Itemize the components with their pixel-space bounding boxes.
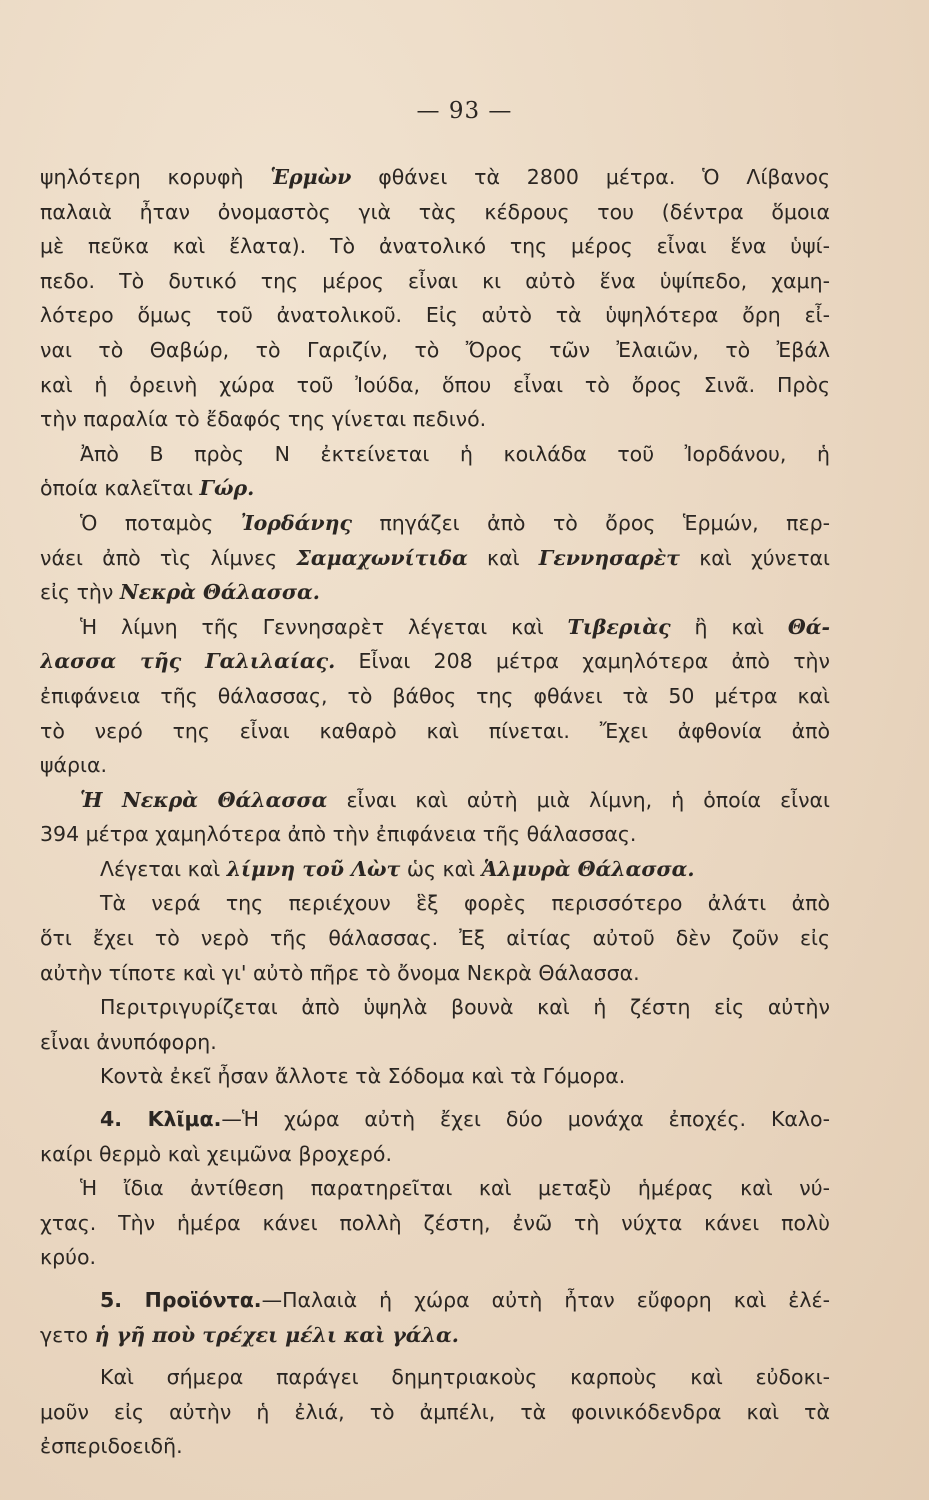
text-run: Ὁ ποταμὸς bbox=[80, 510, 241, 535]
text-run: Ἀπὸ Β πρὸς Ν ἐκτείνεται ἡ κοιλάδα τοῦ Ἰορδάνου, ἡ bbox=[80, 441, 830, 466]
text-run: ἐπιφάνεια τῆς θάλασσας, τὸ βάθος της φθάνει τὰ 50 μέτρα καὶ bbox=[40, 683, 830, 708]
text-line bbox=[40, 817, 830, 852]
text-run: νάει ἀπὸ τὶς λίμνες bbox=[40, 545, 297, 570]
emphasized-term: Γεννησαρὲτ bbox=[538, 545, 680, 570]
text-run: Ἡ ἴδια ἀντίθεση παρατηρεῖται καὶ μεταξὺ ἡμέρας καὶ νύ- bbox=[80, 1176, 830, 1201]
text-run: ἐσπεριδοειδῆ. bbox=[40, 1434, 183, 1459]
text-line bbox=[40, 679, 830, 714]
text-line bbox=[40, 160, 830, 195]
text-line bbox=[40, 541, 830, 576]
paragraph-gap bbox=[40, 1352, 830, 1360]
text-line bbox=[40, 1059, 830, 1094]
text-run: Εἶναι 208 μέτρα χαμηλότερα ἀπὸ τὴν bbox=[335, 649, 830, 674]
text-line bbox=[40, 1102, 830, 1137]
text-line bbox=[40, 333, 830, 368]
text-line bbox=[40, 852, 830, 887]
text-line bbox=[40, 229, 830, 264]
emphasized-term: Θά- bbox=[787, 614, 830, 639]
body-text bbox=[40, 160, 830, 1464]
text-run: χτας. Τὴν ἡμέρα κάνει πολλὴ ζέστη, ἐνῶ τὴ νύχτα κάνει πολὺ bbox=[40, 1210, 830, 1235]
text-run: ναι τὸ Θαβώρ, τὸ Γαριζίν, τὸ Ὄρος τῶν Ἐλαιῶν, τὸ Ἐβάλ bbox=[40, 337, 830, 362]
text-run: —Παλαιὰ ἡ χώρα αὐτὴ ἦταν εὔφορη καὶ ἐλέ- bbox=[261, 1288, 830, 1312]
text-run: πεδο. Τὸ δυτικό της μέρος εἶναι κι αὐτὸ ἕνα ὑψίπεδο, χαμη- bbox=[40, 268, 830, 293]
text-line bbox=[40, 1240, 830, 1275]
text-run: Ἡ λίμνη τῆς Γεννησαρὲτ λέγεται καὶ bbox=[80, 614, 568, 639]
text-line bbox=[40, 748, 830, 783]
text-line bbox=[40, 298, 830, 333]
text-line bbox=[40, 956, 830, 991]
text-line bbox=[40, 264, 830, 299]
text-line bbox=[40, 437, 830, 472]
text-line bbox=[40, 471, 830, 506]
text-line bbox=[40, 1025, 830, 1060]
text-line bbox=[40, 1395, 830, 1430]
emphasized-term: Σαμαχωνίτιδα bbox=[296, 545, 468, 570]
paragraph-gap bbox=[40, 1094, 830, 1102]
emphasized-term: Γώρ. bbox=[199, 476, 255, 501]
text-run: ψάρια. bbox=[40, 753, 108, 778]
text-run: γετο bbox=[40, 1322, 95, 1347]
emphasized-term: Νεκρὰ Θάλασσα. bbox=[119, 580, 320, 605]
text-line bbox=[40, 1429, 830, 1464]
text-run: ἢ καὶ bbox=[670, 614, 788, 639]
text-line bbox=[40, 402, 830, 437]
section-heading: 5. Προϊόντα. bbox=[100, 1288, 262, 1312]
text-line bbox=[40, 1171, 830, 1206]
text-run: κρύο. bbox=[40, 1245, 97, 1270]
text-line bbox=[40, 1318, 830, 1353]
text-run: καίρι θερμὸ καὶ χειμῶνα βροχερό. bbox=[40, 1141, 392, 1166]
text-run: ὅτι ἔχει τὸ νερὸ τῆς θάλασσας. Ἐξ αἰτίας αὐτοῦ δὲν ζοῦν εἰς bbox=[40, 926, 830, 951]
text-run: καὶ χύνεται bbox=[679, 545, 830, 570]
text-run: καὶ bbox=[467, 545, 539, 570]
text-line bbox=[40, 1206, 830, 1241]
text-line bbox=[40, 195, 830, 230]
text-run: τὸ νερό της εἶναι καθαρὸ καὶ πίνεται. Ἔχει ἀφθονία ἀπὸ bbox=[40, 718, 830, 743]
text-run: μοῦν εἰς αὐτὴν ἡ ἐλιά, τὸ ἀμπέλι, τὰ φοινικόδενδρα καὶ τὰ bbox=[40, 1399, 830, 1424]
text-run: πηγάζει ἀπὸ τὸ ὄρος Ἑρμών, περ- bbox=[351, 510, 830, 535]
page-number: — 93 — bbox=[416, 98, 513, 124]
text-run: Καὶ σήμερα παράγει δημητριακοὺς καρποὺς καὶ εὐδοκι- bbox=[100, 1365, 830, 1390]
emphasized-term: Ἰορδάνης bbox=[240, 510, 352, 535]
text-line bbox=[40, 1137, 830, 1172]
emphasized-term: Ἁλμυρὰ Θάλασσα. bbox=[481, 856, 695, 881]
emphasized-term: λασσα τῆς Γαλιλαίας. bbox=[40, 649, 336, 674]
text-run: φθάνει τὰ 2800 μέτρα. Ὁ Λίβανος bbox=[351, 165, 830, 189]
text-run: —Ἡ χώρα αὐτὴ ἔχει δύο μονάχα ἐποχές. Καλο- bbox=[221, 1107, 830, 1132]
section-heading: 4. Κλῖμα. bbox=[100, 1107, 222, 1132]
text-run: Περιτριγυρίζεται ἀπὸ ὑψηλὰ βουνὰ καὶ ἡ ζέστη εἰς αὐτὴν bbox=[100, 995, 830, 1020]
text-run: τὴν παραλία τὸ ἔδαφός της γίνεται πεδινό. bbox=[40, 407, 487, 432]
emphasized-term: Τιβεριὰς bbox=[567, 614, 671, 639]
text-line bbox=[40, 644, 830, 679]
text-run: ὡς καὶ bbox=[400, 856, 482, 881]
emphasized-term: Ἡ Νεκρὰ Θάλασσα bbox=[80, 787, 328, 812]
text-line bbox=[40, 506, 830, 541]
text-run: μὲ πεῦκα καὶ ἔλατα). Τὸ ἀνατολικό της μέρος εἶναι ἕνα ὑψί- bbox=[40, 234, 830, 259]
emphasized-term: Ἑρμὼν bbox=[270, 165, 352, 189]
text-line bbox=[40, 886, 830, 921]
text-line bbox=[40, 610, 830, 645]
text-run: παλαιὰ ἦταν ὀνομαστὸς γιὰ τὰς κέδρους του (δέντρα ὅμοια bbox=[40, 199, 830, 224]
text-line bbox=[40, 921, 830, 956]
emphasized-term: ἡ γῆ ποὺ τρέχει μέλι καὶ γάλα. bbox=[94, 1322, 459, 1347]
text-line bbox=[40, 1360, 830, 1395]
text-line bbox=[40, 368, 830, 403]
text-line bbox=[40, 714, 830, 749]
text-line bbox=[40, 1283, 830, 1318]
text-run: εἶναι καὶ αὐτὴ μιὰ λίμνη, ἡ ὁποία εἶναι bbox=[327, 787, 830, 812]
text-run: εἶναι ἀνυπόφορη. bbox=[40, 1029, 217, 1054]
text-run: Κοντὰ ἐκεῖ ἦσαν ἄλλοτε τὰ Σόδομα καὶ τὰ Γόμορα. bbox=[100, 1064, 626, 1089]
text-line bbox=[40, 783, 830, 818]
text-line bbox=[40, 990, 830, 1025]
text-run: αὐτὴν τίποτε καὶ γι' αὐτὸ πῆρε τὸ ὄνομα Νεκρὰ Θάλασσα. bbox=[40, 960, 640, 985]
text-run: ὁποία καλεῖται bbox=[40, 476, 200, 501]
text-run: καὶ ἡ ὀρεινὴ χώρα τοῦ Ἰούδα, ὅπου εἶναι τὸ ὄρος Σινᾶ. Πρὸς bbox=[40, 372, 830, 397]
paragraph-gap bbox=[40, 1275, 830, 1283]
text-line bbox=[40, 575, 830, 610]
text-run: Τὰ νερά της περιέχουν ἓξ φορὲς περισσότερο ἀλάτι ἀπὸ bbox=[100, 891, 830, 916]
text-run: 394 μέτρα χαμηλότερα ἀπὸ τὴν ἐπιφάνεια τῆς θάλασσας. bbox=[40, 822, 637, 847]
text-run: Λέγεται καὶ bbox=[100, 856, 227, 881]
text-run: λότερο ὅμως τοῦ ἀνατολικοῦ. Εἰς αὐτὸ τὰ ὑψηλότερα ὄρη εἶ- bbox=[40, 303, 830, 328]
text-run: εἰς τὴν bbox=[40, 580, 120, 605]
text-run: ψηλότερη κορυφὴ bbox=[40, 165, 271, 189]
emphasized-term: λίμνη τοῦ Λὼτ bbox=[226, 856, 401, 881]
